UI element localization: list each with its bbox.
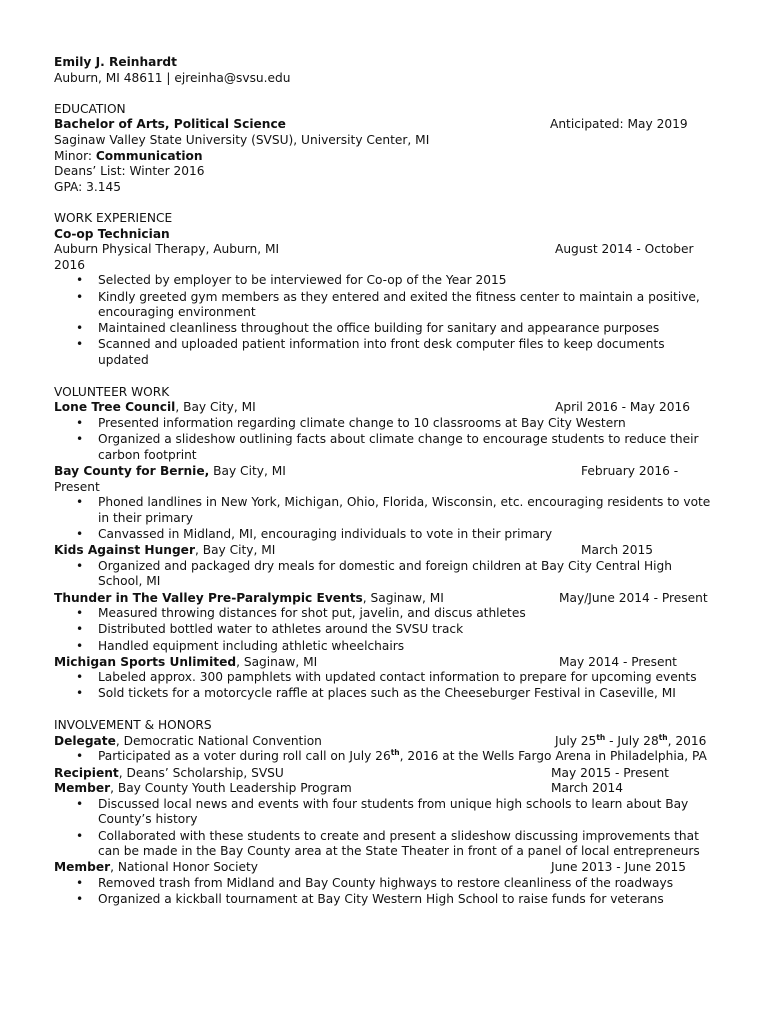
entry-date: February 2016 -: [581, 464, 679, 478]
list-item: • Kindly greeted gym members as they entered and exited the fitness center to maintain a positive, encouraging environment: [98, 290, 714, 321]
list-item: • Sold tickets for a motorcycle raffle at places such as the Cheeseburger Festival in Caseville, MI: [98, 686, 714, 702]
entry-date-cont: Present: [54, 479, 100, 494]
volunteer-heading: VOLUNTEER WORK: [54, 384, 170, 399]
list-item: • Canvassed in Midland, MI, encouraging individuals to vote in their primary: [98, 527, 714, 543]
org-name: , Bay County Youth Leadership Program: [110, 781, 352, 796]
org-name: , Deans’ Scholarship, SVSU: [118, 765, 284, 780]
list-item: • Selected by employer to be interviewed for Co-op of the Year 2015: [98, 273, 714, 289]
honors-entry-title: [54, 781, 714, 797]
list-item: • Measured throwing distances for shot put, javelin, and discus athletes: [98, 606, 714, 622]
list-item: [98, 749, 714, 765]
entry-date: May 2014 - Present: [559, 654, 677, 669]
list-item: • Scanned and uploaded patient information into front desk computer files to keep documents updated: [98, 337, 714, 368]
org-location: , Bay City, MI: [175, 400, 256, 415]
org-location: , Saginaw, MI: [362, 590, 444, 605]
honors-entry-title: [54, 734, 714, 750]
entry-date: May/June 2014 - Present: [559, 590, 708, 605]
minor-line: [54, 149, 714, 165]
volunteer-entry-title: [54, 543, 714, 559]
resume-page: [54, 55, 714, 908]
volunteer-entry-title: [54, 464, 714, 480]
volunteer-entry-title: [54, 655, 714, 671]
bullet-text: Participated as a voter during roll call on July 26: [98, 749, 391, 764]
org-name: , Democratic National Convention: [115, 733, 322, 748]
honors-heading: INVOLVEMENT & HONORS: [54, 718, 212, 733]
role: Member: [54, 860, 111, 875]
list-item: • Maintained cleanliness throughout the office building for sanitary and appearance purposes: [98, 321, 714, 337]
list-item: • Discussed local news and events with four students from unique high schools to learn about Bay County’s history: [98, 797, 714, 828]
list-item: • Organized and packaged dry meals for domestic and foreign children at Bay City Central High School, MI: [98, 559, 714, 590]
org-name: Thunder in The Valley Pre-Paralympic Events: [54, 590, 363, 605]
org-name: , National Honor Society: [110, 860, 258, 875]
org-name: Bay County for Bernie,: [54, 464, 210, 478]
job-org-line: [54, 242, 714, 258]
applicant-name: Emily J. Reinhardt: [54, 55, 177, 69]
role: Member: [54, 781, 111, 796]
contact-info: Auburn, MI 48611 | ejreinha@svsu.edu: [54, 70, 291, 85]
job-bullets: [54, 273, 714, 368]
job-date: August 2014 - October: [555, 242, 694, 257]
volunteer-bullets: [54, 559, 714, 590]
volunteer-entry-title: [54, 400, 714, 416]
role: Recipient: [54, 765, 119, 780]
role: Delegate: [54, 733, 116, 748]
volunteer-bullets: [54, 670, 714, 702]
honors-bullets: [54, 749, 714, 765]
org-name: Lone Tree Council: [54, 400, 176, 415]
list-item: • Collaborated with these students to create and present a slideshow discussing improvements that can be made in the Bay County area at the State Theater in front of a panel of local entrepreneurs: [98, 829, 714, 860]
minor: Communication: [95, 148, 203, 163]
volunteer-bullets: [54, 495, 714, 542]
list-item: • Labeled approx. 300 pamphlets with updated contact information to prepare for upcoming events: [98, 670, 714, 686]
entry-date: March 2015: [581, 543, 654, 558]
list-item: • Removed trash from Midland and Bay County highways to restore cleanliness of the roadways: [98, 876, 714, 892]
education-heading: EDUCATION: [54, 101, 126, 116]
degree: Bachelor of Arts, Political Science: [54, 117, 286, 132]
date-part: , 2016: [667, 733, 707, 748]
org-name: Kids Against Hunger: [54, 543, 195, 558]
job-date-cont: 2016: [54, 257, 86, 272]
honors-entry-title: [54, 766, 714, 782]
minor-label: Minor:: [54, 148, 96, 163]
bullet-text: , 2016 at the Wells Fargo Arena in Philadelphia, PA: [399, 749, 707, 764]
deans-list: Deans’ List: Winter 2016: [54, 164, 205, 179]
degree-line: [54, 117, 714, 133]
entry-date: June 2013 - June 2015: [551, 860, 687, 875]
degree-date: Anticipated: May 2019: [550, 117, 688, 132]
list-item: • Distributed bottled water to athletes around the SVSU track: [98, 622, 714, 638]
job-org: Auburn Physical Therapy, Auburn, MI: [54, 242, 280, 257]
org-location: , Bay City, MI: [194, 543, 276, 558]
org-location: Bay City, MI: [209, 464, 286, 478]
volunteer-bullets: [54, 606, 714, 654]
list-item: • Phoned landlines in New York, Michigan, Ohio, Florida, Wisconsin, etc. encouraging residents to vote in their primary: [98, 495, 714, 526]
job-title: Co-op Technician: [54, 226, 170, 241]
ordinal-suffix: th: [658, 732, 668, 742]
entry-date: May 2015 - Present: [551, 765, 669, 780]
school: Saginaw Valley State University (SVSU), University Center, MI: [54, 132, 430, 147]
volunteer-entry-title: [54, 591, 714, 607]
work-heading: WORK EXPERIENCE: [54, 210, 173, 225]
list-item: • Presented information regarding climate change to 10 classrooms at Bay City Western: [98, 416, 714, 432]
entry-date: April 2016 - May 2016: [555, 400, 690, 415]
honors-bullets: [54, 876, 714, 908]
entry-date: March 2014: [551, 781, 624, 796]
list-item: • Handled equipment including athletic wheelchairs: [98, 639, 714, 655]
honors-entry-title: [54, 860, 714, 876]
list-item: • Organized a slideshow outlining facts about climate change to encourage students to reduce their carbon footprint: [98, 432, 714, 463]
list-item: • Organized a kickball tournament at Bay City Western High School to raise funds for veterans: [98, 892, 714, 908]
ordinal-suffix: th: [390, 748, 400, 758]
org-name: Michigan Sports Unlimited: [54, 654, 237, 669]
ordinal-suffix: th: [596, 732, 606, 742]
date-part: - July 28: [605, 733, 659, 748]
org-location: , Saginaw, MI: [236, 654, 318, 669]
date-part: July 25: [555, 733, 597, 748]
volunteer-bullets: [54, 416, 714, 463]
honors-bullets: [54, 797, 714, 860]
gpa: GPA: 3.145: [54, 179, 122, 194]
entry-date: [555, 734, 706, 750]
